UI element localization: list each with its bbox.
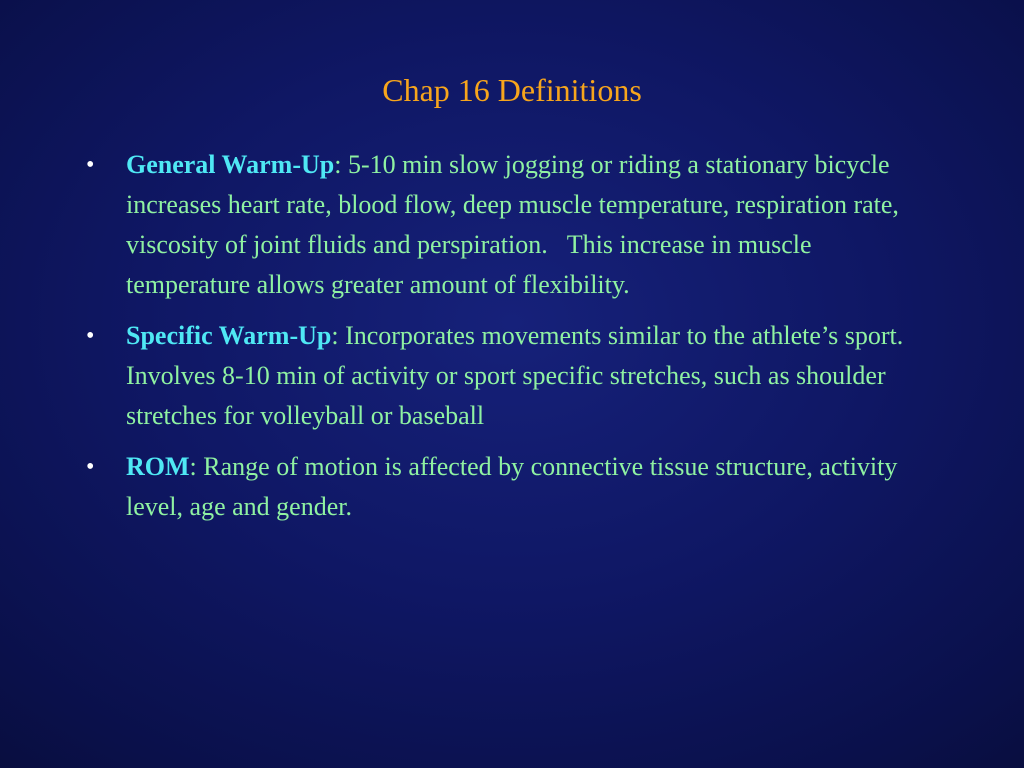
list-item (82, 145, 942, 305)
term-separator: : (331, 321, 339, 350)
list-item (82, 447, 942, 527)
term-separator: : (189, 452, 197, 481)
bullet-icon: • (86, 152, 95, 178)
definition-text: Range of motion is affected by connective tissue structure, activity level, age and gender. (126, 452, 904, 521)
term-specific-warm-up: Specific Warm-Up (126, 321, 332, 350)
bullet-icon: • (86, 323, 95, 349)
definition-text: 5-10 min slow jogging or riding a stationary bicycle increases heart rate, blood flow, deep muscle temperature, respiration rate, viscosity of joint fluids and perspiration. This increase in muscle temperature allows greater amount of flexibility. (126, 150, 906, 299)
term-rom: ROM (126, 452, 190, 481)
definition-list (82, 145, 942, 538)
definition-text: Incorporates movements similar to the athlete’s sport. Involves 8-10 min of activity or sport specific stretches, such as shoulder stretches for volleyball or baseball (126, 321, 917, 430)
term-separator: : (334, 150, 342, 179)
list-item (82, 316, 942, 436)
slide-title: Chap 16 Definitions (382, 72, 642, 108)
term-general-warm-up: General Warm-Up (126, 150, 335, 179)
bullet-icon: • (86, 454, 95, 480)
